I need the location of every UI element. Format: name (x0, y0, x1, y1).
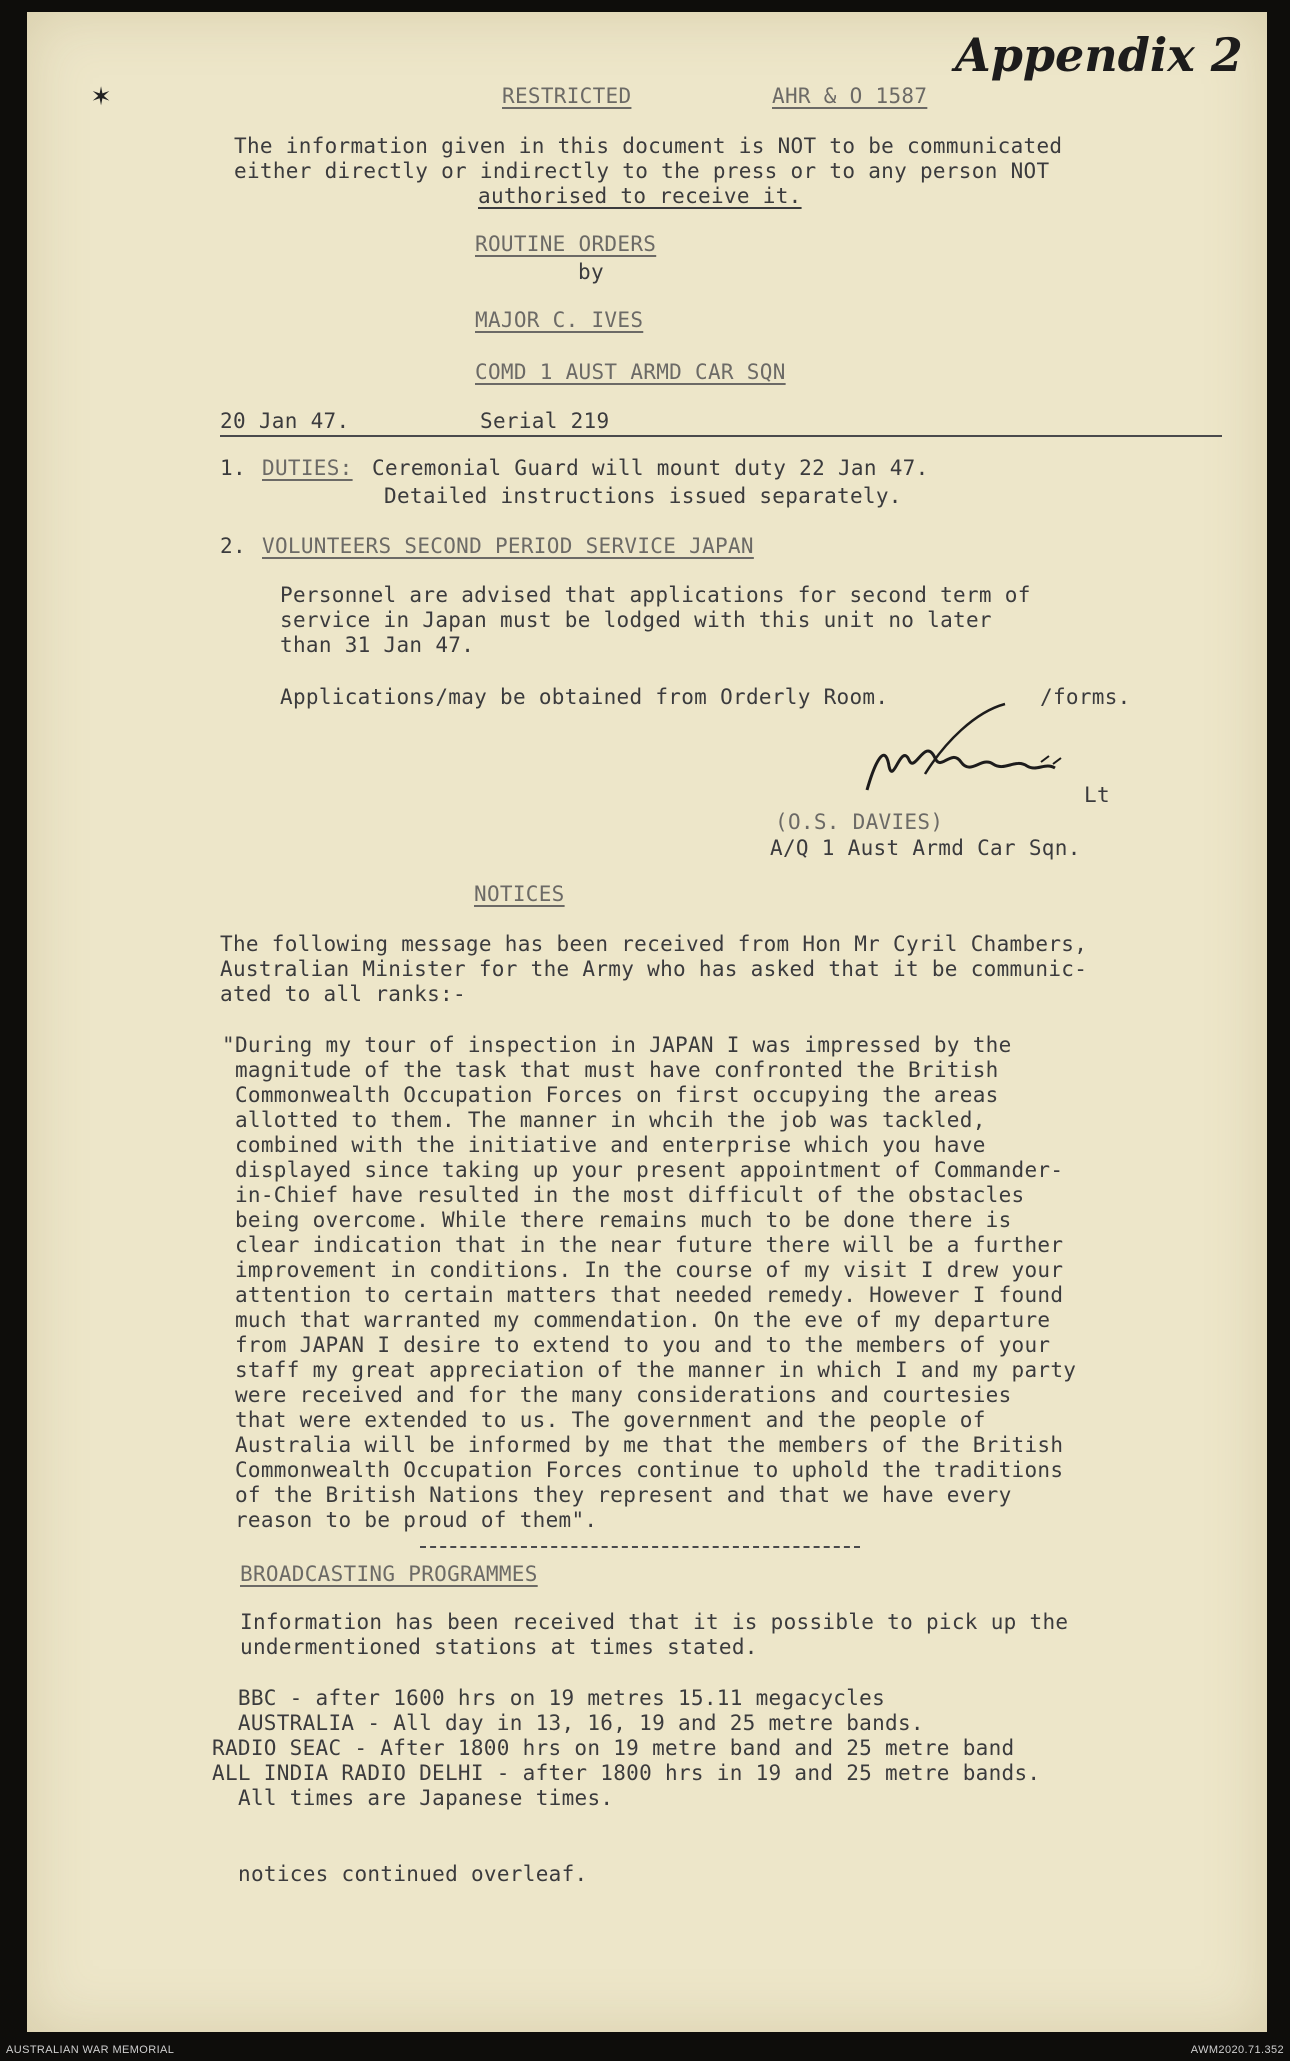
signatory-appointment: A/Q 1 Aust Armd Car Sqn. (770, 836, 1081, 860)
signatory-name: (O.S. DAVIES) (775, 810, 944, 834)
handwritten-appendix-note: Appendix 2 (955, 28, 1243, 82)
warning-line-1: The information given in this document is NOT to be communicated (234, 134, 1063, 158)
volunteers-line-3: than 31 Jan 47. (280, 633, 475, 657)
item-2-heading: VOLUNTEERS SECOND PERIOD SERVICE JAPAN (262, 534, 754, 558)
header-rule (220, 435, 1222, 437)
broadcasting-heading: BROADCASTING PROGRAMMES (240, 1562, 538, 1586)
message-line: of the British Nations they represent and that we have every (222, 1483, 1012, 1507)
applications-insert: /forms. (1040, 685, 1131, 709)
title-officer: MAJOR C. IVES (475, 308, 644, 332)
notices-intro-1: The following message has been received from Hon Mr Cyril Chambers, (220, 932, 1088, 956)
item-1-line-2: Detailed instructions issued separately. (384, 484, 902, 508)
message-line: allotted to them. The manner in whcih the job was tackled, (222, 1108, 986, 1132)
message-line: reason to be proud of them". (222, 1508, 598, 1532)
message-line: magnitude of the task that must have confronted the British (222, 1058, 999, 1082)
title-by: by (578, 260, 604, 284)
ink-blot-mark: ✶ (92, 78, 111, 113)
archive-credit: AUSTRALIAN WAR MEMORIAL (6, 2044, 175, 2056)
order-serial: Serial 219 (480, 409, 610, 433)
message-line: attention to certain matters that needed remedy. However I found (222, 1283, 1064, 1307)
broadcasting-intro-2: undermentioned stations at times stated. (240, 1635, 758, 1659)
station-all-india-radio: ALL INDIA RADIO DELHI - after 1800 hrs in 19 and 25 metre bands. (212, 1761, 1041, 1785)
classification-label: RESTRICTED (502, 84, 632, 108)
title-routine-orders: ROUTINE ORDERS (475, 232, 657, 256)
minister-message (222, 1033, 1076, 1533)
applications-line: Applications/may be obtained from Orderly Room. (280, 685, 889, 709)
message-line: "During my tour of inspection in JAPAN I was impressed by the (222, 1033, 1012, 1057)
message-line: that were extended to us. The government and the people of (222, 1408, 986, 1432)
signature-scrawl (855, 702, 1105, 802)
message-line: being overcome. While there remains much to be done there is (222, 1208, 1012, 1232)
message-line: in-Chief have resulted in the most difficult of the obstacles (222, 1183, 1025, 1207)
section-divider (420, 1546, 860, 1548)
volunteers-line-2: service in Japan must be lodged with this unit no later (280, 608, 992, 632)
warning-line-3: authorised to receive it. (478, 184, 802, 208)
message-line: clear indication that in the near future there will be a further (222, 1233, 1064, 1257)
message-line: were received and for the many considerations and courtesies (222, 1383, 1012, 1407)
continued-note: notices continued overleaf. (238, 1862, 588, 1886)
message-line: staff my great appreciation of the manner in which I and my party (222, 1358, 1077, 1382)
message-line: Commonwealth Occupation Forces continue to uphold the traditions (222, 1458, 1064, 1482)
signatory-rank: Lt (1084, 783, 1110, 807)
order-date: 20 Jan 47. (220, 409, 350, 433)
station-radio-seac: RADIO SEAC - After 1800 hrs on 19 metre band and 25 metre band (212, 1736, 1015, 1760)
item-1-heading: DUTIES: (262, 456, 353, 480)
notices-heading: NOTICES (474, 882, 565, 906)
message-line: combined with the initiative and enterprise which you have (222, 1133, 986, 1157)
stations-note: All times are Japanese times. (238, 1786, 614, 1810)
broadcasting-intro-1: Information has been received that it is possible to pick up the (240, 1610, 1069, 1634)
station-australia: AUSTRALIA - All day in 13, 16, 19 and 25 metre bands. (212, 1711, 924, 1735)
message-line: much that warranted my commendation. On the eve of my departure (222, 1308, 1051, 1332)
message-line: Commonwealth Occupation Forces on first occupying the areas (222, 1083, 999, 1107)
item-2-number: 2. (220, 534, 246, 558)
archive-reference: AWM2020.71.352 (1190, 2044, 1284, 2056)
message-line: Australia will be informed by me that the members of the British (222, 1433, 1064, 1457)
notices-intro-2: Australian Minister for the Army who has asked that it be communic- (220, 957, 1088, 981)
volunteers-line-1: Personnel are advised that applications for second term of (280, 583, 1031, 607)
warning-line-2: either directly or indirectly to the press or to any person NOT (234, 159, 1050, 183)
title-unit: COMD 1 AUST ARMD CAR SQN (475, 360, 786, 384)
item-1-line-1: Ceremonial Guard will mount duty 22 Jan 47. (372, 456, 929, 480)
message-line: from JAPAN I desire to extend to you and to the members of your (222, 1333, 1051, 1357)
station-bbc: BBC - after 1600 hrs on 19 metres 15.11 megacycles (212, 1686, 886, 1710)
document-reference: AHR & O 1587 (772, 84, 928, 108)
notices-intro-3: ated to all ranks:- (220, 982, 466, 1006)
message-line: improvement in conditions. In the course of my visit I drew your (222, 1258, 1064, 1282)
message-line: displayed since taking up your present appointment of Commander- (222, 1158, 1064, 1182)
item-1-number: 1. (220, 456, 246, 480)
